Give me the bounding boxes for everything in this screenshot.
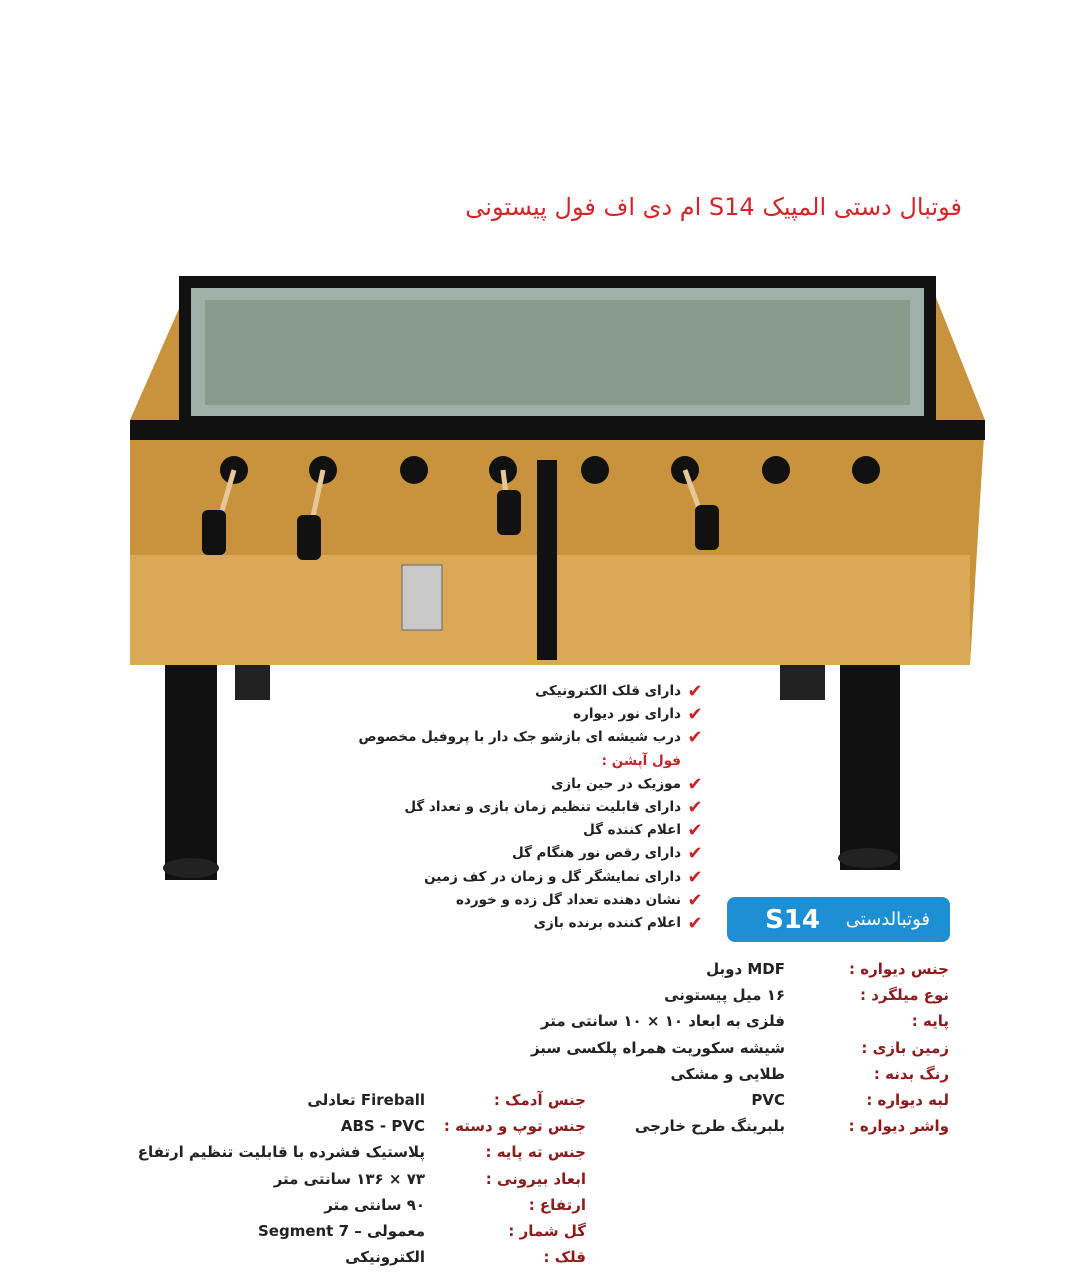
check-icon: ✔ — [687, 797, 703, 819]
feature-text: دارای قابلیت تنظیم زمان بازی و تعداد گل — [404, 799, 681, 816]
badge-model: S14 — [765, 904, 820, 935]
model-badge — [727, 897, 950, 942]
spec-label: جنس آدمک : — [493, 1091, 586, 1109]
check-icon: ✔ — [687, 820, 703, 842]
check-icon: ✔ — [687, 912, 703, 934]
spec-row — [138, 1087, 586, 1113]
product-title: فوتبال دستی المپیک S14 ام دی اف فول پیستونی — [465, 193, 962, 221]
feature-item — [358, 819, 709, 842]
spec-label: نوع میلگرد : — [859, 986, 949, 1005]
spec-value: PVC — [751, 1090, 785, 1109]
spec-value: الکترونیکی — [345, 1248, 425, 1267]
check-icon: ✔ — [687, 704, 703, 726]
spec-row — [531, 1008, 949, 1034]
feature-text: دارای نمایشگر گل و زمان در کف زمین — [424, 868, 681, 885]
check-icon: ✔ — [687, 773, 703, 795]
spec-row — [138, 1218, 586, 1244]
feature-text: نشان دهنده تعداد گل زده و خورده — [455, 891, 681, 908]
feature-item — [358, 889, 709, 912]
feature-text: دارای قلک الکترونیکی — [535, 683, 681, 700]
feature-item — [358, 866, 709, 889]
spec-row — [138, 1192, 586, 1218]
spec-row — [531, 956, 949, 982]
spec-row — [138, 1244, 586, 1270]
spec-value: فلزی به ابعاد ۱۰ × ۱۰ سانتی متر — [540, 1012, 785, 1031]
spec-label: پایه : — [911, 1012, 949, 1031]
spec-label: ابعاد بیرونی : — [485, 1169, 586, 1188]
check-icon: ✔ — [687, 681, 703, 703]
coin-slot — [402, 565, 442, 630]
spec-row — [138, 1139, 586, 1165]
feature-item — [358, 842, 709, 865]
spec-label: لبه دیواره : — [866, 1090, 949, 1109]
spec-label: گل شمار : — [508, 1221, 586, 1240]
check-icon: ✔ — [687, 727, 703, 749]
specs-left — [138, 1087, 586, 1270]
feature-item — [358, 726, 709, 749]
feature-text: درب شیشه ای بازشو جک دار با پروفیل مخصوص — [358, 729, 681, 746]
check-icon: ✔ — [687, 889, 703, 911]
spec-value: طلایی و مشکی — [670, 1064, 785, 1083]
table-leg — [840, 640, 900, 870]
spec-value: Fireball تعادلی — [307, 1091, 425, 1109]
spec-value: ۷۳ × ۱۳۶ سانتی متر — [273, 1169, 425, 1188]
spec-value: ۱۶ میل پیستونی — [664, 986, 785, 1005]
table-leg — [165, 640, 217, 880]
spec-value: MDF دوبل — [706, 960, 785, 978]
spec-row — [531, 982, 949, 1008]
feature-text: دارای نور دیواره — [573, 706, 681, 723]
spec-label: جنس ته پایه : — [485, 1143, 586, 1162]
feature-list — [358, 680, 709, 935]
spec-row — [531, 1061, 949, 1087]
spec-row — [138, 1113, 586, 1139]
feature-text: اعلام کننده برنده بازی — [533, 914, 681, 931]
spec-value: معمولی – 7 Segment — [257, 1221, 425, 1240]
spec-value: ۹۰ سانتی متر — [324, 1195, 425, 1214]
spec-row — [531, 1113, 949, 1139]
check-icon: ✔ — [687, 866, 703, 888]
spec-value: ABS - PVC — [340, 1117, 425, 1136]
spec-row — [531, 1035, 949, 1061]
spec-label: واشر دیواره : — [848, 1117, 949, 1136]
feature-item — [358, 912, 709, 935]
feature-text: موزیک در حین بازی — [551, 775, 681, 792]
feature-text: دارای رقص نور هنگام گل — [511, 845, 681, 862]
spec-label: قلک : — [543, 1248, 586, 1267]
feature-item — [358, 796, 709, 819]
spec-value: شیشه سکوریت همراه پلکسی سبز — [530, 1038, 785, 1057]
check-icon: ✔ — [687, 843, 703, 865]
full-option-heading — [358, 750, 709, 773]
spec-label: جنس توپ و دسته : — [443, 1117, 586, 1136]
spec-row — [531, 1087, 949, 1113]
feature-item — [358, 680, 709, 703]
full-option-label: فول آپشن : — [601, 752, 681, 769]
badge-name: فوتبالدستی — [845, 909, 930, 930]
feature-item — [358, 703, 709, 726]
feature-text: اعلام کننده گل — [583, 822, 681, 839]
spec-value: بلبرینگ طرح خارجی — [634, 1117, 785, 1136]
spec-row — [138, 1166, 586, 1192]
spec-label: ارتفاع : — [528, 1195, 586, 1214]
feature-item — [358, 773, 709, 796]
spec-value: پلاستیک فشرده با قابلیت تنظیم ارتفاع — [137, 1143, 425, 1162]
spec-label: زمین بازی : — [861, 1038, 949, 1057]
specs-right — [531, 956, 949, 1139]
spec-label: رنگ بدنه : — [873, 1064, 949, 1083]
spec-label: جنس دیواره : — [849, 960, 949, 978]
